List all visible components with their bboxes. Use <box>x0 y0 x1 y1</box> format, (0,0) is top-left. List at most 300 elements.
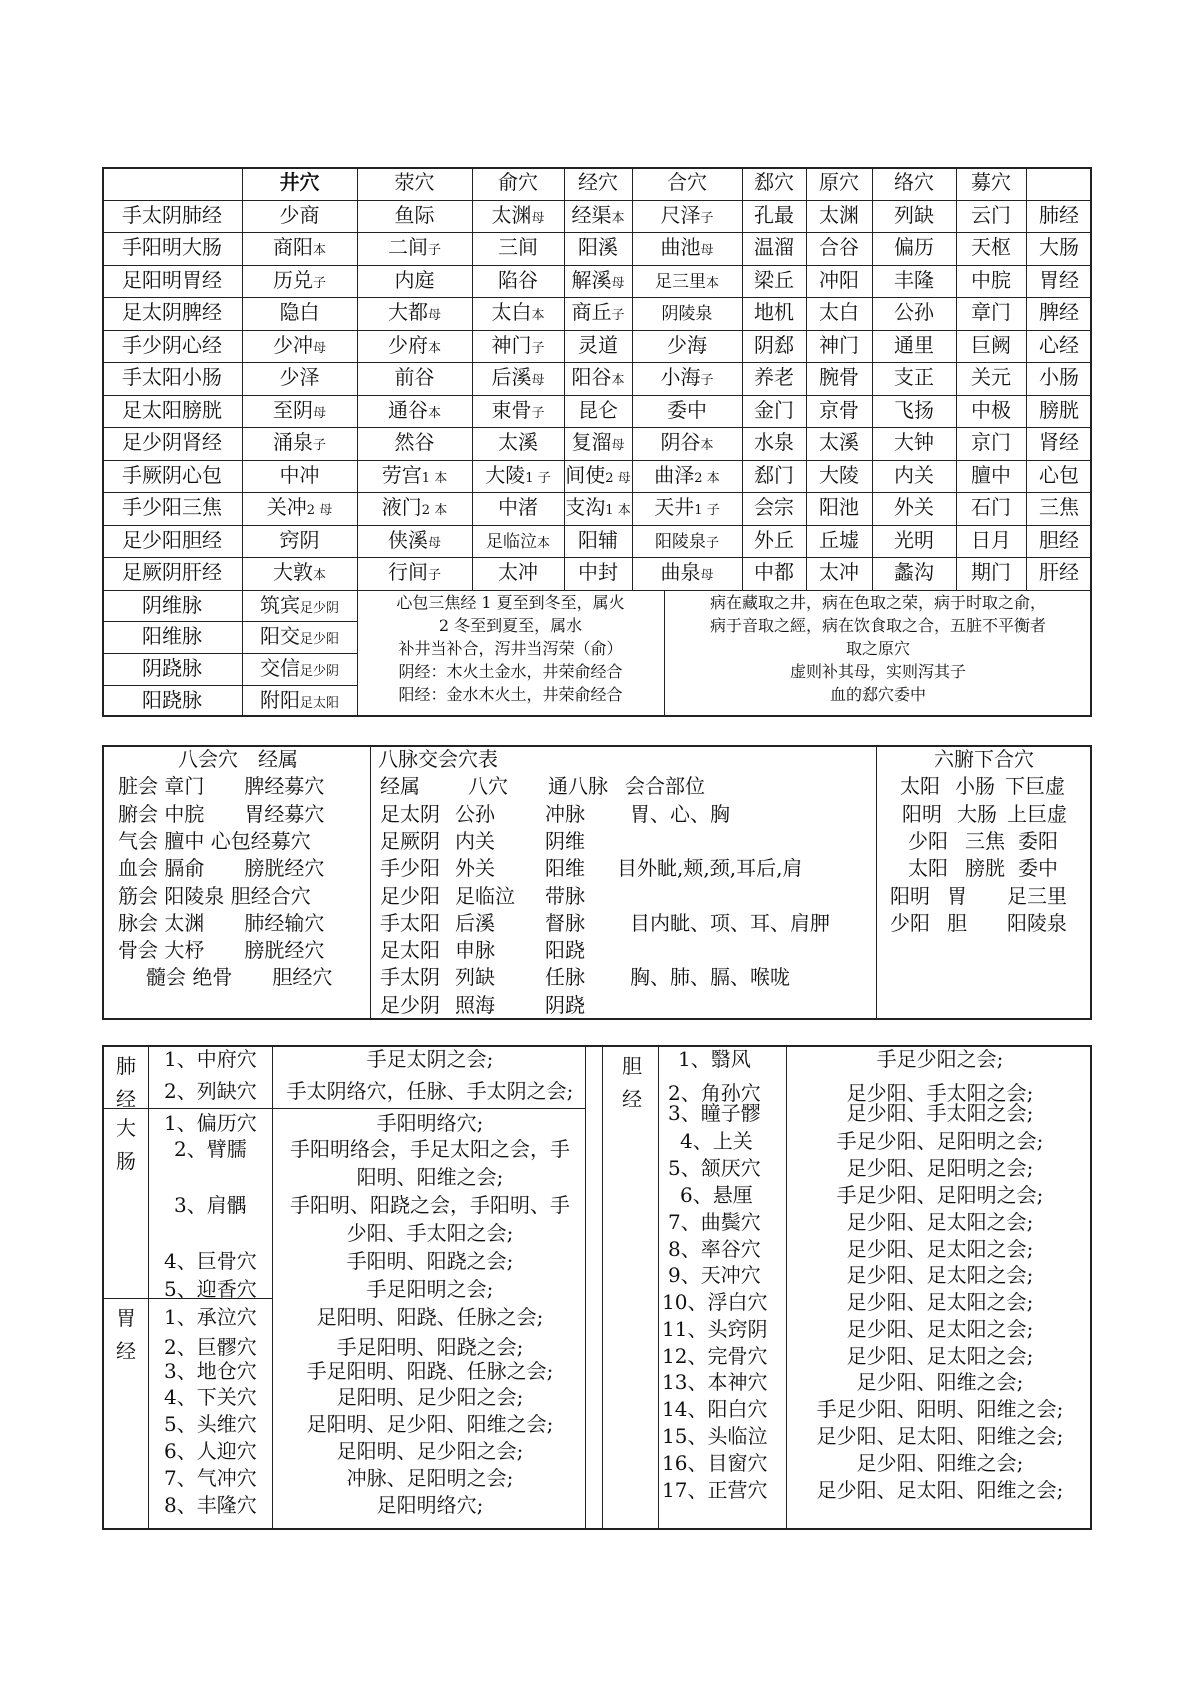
acupoint-name: 石门 <box>971 495 1011 519</box>
acupoint-name: 曲泽 <box>654 462 695 487</box>
five-element-mark: 母 <box>611 438 625 453</box>
acupoint-cell <box>357 362 472 393</box>
acupoint-cell <box>806 492 872 523</box>
acupoint-name: 17、正营穴 <box>662 1478 768 1502</box>
crossing-description: 足少阳、足太阳之会; <box>846 1290 1034 1314</box>
acupoint-cell <box>1026 362 1092 393</box>
acupoint-cell <box>242 200 357 231</box>
meridian-name <box>102 232 242 263</box>
acupoint-cell <box>806 362 872 393</box>
xiahe-cell: 阳明 <box>890 883 930 908</box>
acupoint-cell <box>806 330 872 361</box>
five-element-mark: 母 <box>611 275 625 291</box>
acupoint-name: 12、完骨穴 <box>662 1344 768 1368</box>
acupoint-name: 脾经 <box>1039 300 1079 324</box>
meridian-name <box>102 200 242 231</box>
acupoint-name: 附阳 <box>259 688 300 713</box>
five-element-mark: 2 母 <box>306 503 333 518</box>
meridian-name <box>102 330 242 361</box>
acupoint-name: 13、本神穴 <box>662 1370 768 1394</box>
vessel-name: 阴维脉 <box>142 592 202 617</box>
bamai-cell: 足太阴 <box>380 801 440 826</box>
column-header: 郄穴 <box>754 170 794 194</box>
acupoint-name: 日月 <box>971 527 1011 552</box>
bamai-cell: 公孙 <box>455 801 495 826</box>
acupoint-cell <box>742 265 806 296</box>
acupoint-name: 膀胱 <box>1039 397 1079 422</box>
acupoint-cell <box>632 557 742 591</box>
acupoint-name: 腕骨 <box>819 365 859 389</box>
meridian-name <box>102 427 242 458</box>
acupoint-name: 侠溪 <box>387 527 428 552</box>
acupoint-name: 列缺 <box>894 202 934 227</box>
acupoint-cell <box>872 492 956 523</box>
acupoint-name: 中封 <box>578 560 618 584</box>
acupoint-name: 巨阙 <box>971 332 1011 357</box>
acupoint-name: 手少阳三焦 <box>122 495 222 519</box>
crossing-description: 手阳明络穴; <box>376 1111 484 1135</box>
note-text: 病在藏取之井，病在色取之荣，病于时取之俞， <box>709 592 1046 612</box>
acupoint-cell <box>742 557 806 588</box>
acupoint-name: 膻中 <box>971 462 1011 487</box>
bahui-title: 八会穴 经属 <box>178 747 298 771</box>
acupoint-name: 5、迎香穴 <box>164 1277 257 1301</box>
acupoint-cell <box>632 427 742 461</box>
xiahe-cell: 三焦 <box>965 828 1005 853</box>
acupoint-cell <box>1026 492 1092 523</box>
acupoint-cell <box>472 395 564 429</box>
acupoint-cell <box>472 232 564 263</box>
acupoint-name: 复溜 <box>571 430 612 454</box>
acupoint-name: 三间 <box>498 235 538 259</box>
five-element-mark: 母 <box>427 308 441 323</box>
acupoint-name: 期门 <box>971 560 1011 584</box>
acupoint-name: 郄门 <box>754 462 794 487</box>
acupoint-name: 支沟 <box>565 495 606 519</box>
acupoint-name: 少海 <box>667 332 707 357</box>
acupoint-cell <box>564 200 632 234</box>
table-rule <box>370 745 371 1020</box>
acupoint-name: 筑宾 <box>259 592 300 617</box>
acupoint-name: 养老 <box>754 365 794 389</box>
acupoint-cell <box>806 525 872 556</box>
acupoint-cell <box>242 557 357 591</box>
acupoint-cell <box>806 265 872 296</box>
five-element-mark: 2 本 <box>421 503 448 518</box>
acupoint-cell <box>472 330 564 364</box>
bamai-cell: 足少阳 <box>380 883 440 908</box>
acupoint-name: 肾经 <box>1039 430 1079 454</box>
bamai-cell: 阴维 <box>545 828 585 853</box>
acupoint-cell <box>242 297 357 328</box>
xiahe-cell: 胃 <box>947 883 967 908</box>
bahui-row: 脉会 太渊 肺经输穴 <box>118 910 325 935</box>
acupoint-cell <box>806 200 872 231</box>
acupoint-name: 水泉 <box>754 430 794 454</box>
five-element-mark: 母 <box>312 340 326 356</box>
acupoint-cell <box>956 492 1026 523</box>
acupoint-cell <box>357 232 472 266</box>
crossing-description: 足少阳、手太阳之会; <box>846 1101 1034 1125</box>
acupoint-name: 然谷 <box>394 430 435 454</box>
five-element-mark: 本 <box>427 340 441 356</box>
acupoint-cell <box>564 460 632 494</box>
acupoint-cell <box>357 330 472 364</box>
meridian-group-label: 大 肠 <box>116 1116 136 1173</box>
acupoint-cell <box>564 557 632 588</box>
crossing-description: 足少阳、阳维之会; <box>856 1370 1024 1394</box>
acupoint-cell <box>632 265 742 299</box>
five-element-mark: 子 <box>312 438 326 453</box>
bahui-row: 血会 膈俞 膀胱经穴 <box>118 856 325 881</box>
acupoint-name: 足少阳胆经 <box>122 527 222 552</box>
xiahe-cell: 小肠 <box>955 774 995 799</box>
acupoint-cell <box>242 265 357 299</box>
acupoint-name: 肝经 <box>1039 560 1079 584</box>
acupoint-cell <box>357 557 472 591</box>
bamai-cell: 内关 <box>455 828 495 853</box>
acupoint-cell <box>472 297 564 331</box>
acupoint-name: 委中 <box>667 397 707 422</box>
acupoint-cell <box>872 362 956 393</box>
acupoint-name: 太冲 <box>498 560 538 584</box>
crossing-description: 足少阳、阳维之会; <box>856 1451 1024 1475</box>
acupoint-name: 阴陵泉 <box>661 304 713 324</box>
acupoint-cell <box>632 525 742 559</box>
acupoint-name: 8、率谷穴 <box>668 1237 761 1261</box>
crossing-description: 足阳明、足少阳之会; <box>336 1439 524 1463</box>
bamai-cell: 足少阴 <box>380 992 440 1017</box>
acupoint-cell <box>1026 232 1092 263</box>
acupoint-cell <box>742 492 806 523</box>
crossing-description: 足少阳、足太阳、阳维之会; <box>816 1478 1064 1502</box>
acupoint-cell <box>872 265 956 296</box>
bahui-row: 髓会 绝骨 胆经穴 <box>146 965 333 990</box>
crossing-description: 足阳明、阳跷、任脉之会; <box>316 1305 544 1329</box>
acupoint-name: 2、臂臑 <box>174 1137 247 1161</box>
bamai-cell: 任脉 <box>545 965 585 990</box>
crossing-description: 手足少阳之会; <box>876 1047 1004 1071</box>
bahui-row: 脏会 章门 脾经募穴 <box>118 774 325 799</box>
acupoint-name: 隐白 <box>279 300 320 324</box>
acupoint-cell <box>806 395 872 426</box>
vessel-point <box>242 685 357 720</box>
bamai-cell: 阳维 <box>545 856 585 881</box>
acupoint-name: 心经 <box>1039 332 1079 357</box>
acupoint-name: 商丘 <box>571 300 612 324</box>
crossing-description: 少阳、手太阳之会; <box>346 1221 514 1245</box>
xiahe-cell: 下巨虚 <box>1005 774 1065 799</box>
vessel-name: 阳跷脉 <box>142 688 202 713</box>
meridian-name <box>102 525 242 556</box>
acupoint-cell <box>742 395 806 426</box>
acupoint-name: 灵道 <box>578 332 618 357</box>
xiahe-cell: 阳明 <box>902 801 942 826</box>
note-text: 阴经：木火土金水，井荣俞经合 <box>398 661 623 681</box>
five-element-mark: 子 <box>531 405 545 421</box>
acupoint-cell <box>1026 297 1092 328</box>
acupoint-name: 太渊 <box>819 202 859 227</box>
acupoint-name: 内关 <box>894 462 934 487</box>
acupoint-name: 偏历 <box>894 235 934 259</box>
bamai-cell: 后溪 <box>455 910 495 935</box>
acupoint-cell <box>742 427 806 458</box>
acupoint-name: 心包 <box>1039 462 1079 487</box>
column-header: 募穴 <box>971 170 1011 194</box>
acupoint-cell <box>872 200 956 231</box>
five-element-mark: 本 <box>611 373 625 388</box>
acupoint-name: 公孙 <box>894 300 934 324</box>
five-element-mark: 母 <box>700 243 714 258</box>
acupoint-name: 前谷 <box>394 365 435 389</box>
bamai-cell: 带脉 <box>545 883 585 908</box>
acupoint-name: 丰隆 <box>894 267 934 292</box>
five-element-mark: 本 <box>427 405 441 421</box>
crossing-description: 足阳明、足少阳之会; <box>336 1385 524 1409</box>
crossing-description: 足少阳、足阳明之会; <box>846 1156 1034 1180</box>
five-element-mark: 子 <box>700 373 714 388</box>
acupoint-name: 3、地仓穴 <box>164 1359 257 1383</box>
xiahe-cell: 足三里 <box>1007 883 1067 908</box>
five-element-mark: 2 本 <box>694 470 720 486</box>
five-element-mark: 本 <box>611 210 625 226</box>
acupoint-cell <box>742 362 806 393</box>
bamai-cell: 冲脉 <box>545 801 585 826</box>
acupoint-name: 阳池 <box>819 495 859 519</box>
acupoint-name: 1、偏历穴 <box>164 1111 257 1135</box>
acupoint-cell <box>357 297 472 331</box>
acupoint-name: 15、头临泣 <box>662 1424 768 1448</box>
acupoint-cell <box>956 362 1026 393</box>
acupoint-name: 5、头维穴 <box>164 1412 257 1436</box>
acupoint-cell <box>564 427 632 461</box>
acupoint-name: 阴郄 <box>754 332 794 357</box>
five-element-mark: 子 <box>427 243 441 258</box>
bamai-cell: 手少阳 <box>380 856 440 881</box>
acupoint-name: 神门 <box>819 332 859 357</box>
crossing-description: 足少阳、足太阳之会; <box>846 1237 1034 1261</box>
five-element-mark: 1 本 <box>421 470 448 486</box>
acupoint-name: 阴谷 <box>660 430 701 454</box>
acupoint-name: 陷谷 <box>498 267 538 292</box>
acupoint-name: 金门 <box>754 397 794 422</box>
acupoint-cell <box>956 330 1026 361</box>
acupoint-name: 10、浮白穴 <box>662 1290 768 1314</box>
acupoint-name: 2、列缺穴 <box>164 1079 257 1103</box>
table-rule <box>602 1045 603 1530</box>
acupoint-name: 3、肩髃 <box>174 1193 247 1217</box>
acupoint-name: 手阳明大肠 <box>122 235 222 259</box>
meridian-group-label: 胃 经 <box>116 1306 136 1363</box>
five-element-mark: 本 <box>312 243 326 258</box>
acupoint-cell <box>564 362 632 396</box>
acupoint-name: 中渚 <box>498 495 538 519</box>
xiahe-cell: 少阳 <box>908 828 948 853</box>
bamai-cell: 足临泣 <box>455 883 515 908</box>
acupoint-cell <box>956 460 1026 491</box>
acupoint-cell <box>956 232 1026 263</box>
crossing-description: 足阳明络穴; <box>376 1493 484 1517</box>
acupoint-name: 足厥阴肝经 <box>122 560 222 584</box>
acupoint-cell <box>242 330 357 364</box>
five-element-mark: 本 <box>705 275 719 291</box>
acupoint-cell <box>472 557 564 588</box>
crossing-description: 手太阴络穴，任脉、手太阴之会; <box>286 1079 574 1103</box>
vessel-name: 阳维脉 <box>142 624 202 649</box>
acupoint-name: 14、阳白穴 <box>662 1397 768 1421</box>
acupoint-cell <box>632 297 742 330</box>
bamai-cell: 申脉 <box>455 938 495 963</box>
acupoint-name: 经渠 <box>571 202 612 227</box>
acupoint-name: 章门 <box>971 300 1011 324</box>
acupoint-name: 足少阴肾经 <box>122 430 222 454</box>
acupoint-name: 大陵 <box>819 462 859 487</box>
acupoint-name: 天井 <box>654 495 695 519</box>
acupoint-name: 16、目窗穴 <box>662 1451 768 1475</box>
acupoint-name: 手厥阴心包 <box>122 462 222 487</box>
acupoint-cell <box>357 427 472 458</box>
table-rule <box>876 745 877 1020</box>
five-element-mark: 母 <box>700 568 714 583</box>
bamai-cell: 胸、肺、膈、喉咙 <box>630 965 790 990</box>
bamai-cell: 阳跷 <box>545 938 585 963</box>
acupoint-name: 历兑 <box>272 267 313 292</box>
acupoint-cell <box>1026 460 1092 491</box>
acupoint-name: 少府 <box>387 332 428 357</box>
acupoint-name: 肺经 <box>1039 202 1079 227</box>
note-text: 心包三焦经 1 夏至到冬至，属火 <box>396 592 625 612</box>
five-element-mark: 子 <box>705 535 719 551</box>
acupoint-name: 4、上关 <box>680 1129 753 1153</box>
acupoint-name: 6、悬厘 <box>680 1183 753 1207</box>
acupoint-name: 大钟 <box>894 430 934 454</box>
acupoint-name: 冲阳 <box>819 267 859 292</box>
acupoint-name: 中都 <box>754 560 794 584</box>
acupoint-cell <box>242 362 357 393</box>
crossing-description: 足少阳、足太阳之会; <box>846 1344 1034 1368</box>
bamai-cell: 胃、心、胸 <box>630 801 730 826</box>
acupoint-name: 间使 <box>565 462 606 487</box>
five-element-mark: 子 <box>427 568 441 583</box>
acupoint-name: 会宗 <box>754 495 794 519</box>
acupoint-name: 关元 <box>971 365 1011 389</box>
acupoint-cell <box>564 232 632 263</box>
table-rule <box>272 1108 585 1109</box>
acupoint-name: 大都 <box>387 300 428 324</box>
acupoint-name: 后溪 <box>491 365 532 389</box>
acupoint-name: 支正 <box>894 365 934 389</box>
five-element-mark: 本 <box>536 535 550 551</box>
note-text: 阳经：金水木火土，井荣俞经合 <box>398 684 623 704</box>
five-element-mark: 母 <box>531 373 545 388</box>
five-element-mark: 子 <box>611 308 625 323</box>
acupoint-name: 交信 <box>259 656 300 681</box>
acupoint-name: 地机 <box>754 300 794 324</box>
acupoint-name: 梁丘 <box>754 267 794 292</box>
acupoint-cell <box>872 427 956 458</box>
meridian-mark: 足少阴 <box>299 600 339 616</box>
bamai-cell: 手太阴 <box>380 965 440 990</box>
acupoint-cell <box>357 460 472 494</box>
acupoint-cell <box>742 330 806 361</box>
meridian-name <box>102 557 242 588</box>
xiahe-cell: 委中 <box>1018 856 1058 881</box>
acupoint-name: 足太阳膀胱 <box>122 397 222 422</box>
acupoint-cell <box>632 492 742 526</box>
xiahe-title: 六腑下合穴 <box>934 747 1034 771</box>
acupoint-name: 阳交 <box>259 624 300 649</box>
meridian-name <box>102 362 242 393</box>
acupoint-cell <box>872 395 956 426</box>
xiahe-cell: 胆 <box>947 910 967 935</box>
acupoint-cell <box>1026 395 1092 426</box>
acupoint-cell <box>564 525 632 556</box>
acupoint-name: 太白 <box>819 300 859 324</box>
crossing-description: 手阳明、阳跷之会，手阳明、手 <box>290 1193 570 1217</box>
acupoint-cell <box>242 492 357 526</box>
acupoint-name: 外关 <box>894 495 934 519</box>
acupoint-cell <box>632 232 742 266</box>
crossing-description: 手足少阳、阳明、阳维之会; <box>816 1397 1064 1421</box>
acupoint-cell <box>564 395 632 426</box>
acupoint-cell <box>956 297 1026 328</box>
acupoint-name: 胆经 <box>1039 527 1079 552</box>
acupoint-cell <box>806 297 872 328</box>
acupoint-cell <box>472 200 564 234</box>
meridian-mark: 足太阳 <box>299 696 339 712</box>
bahui-row: 骨会 大杼 膀胱经穴 <box>118 938 325 963</box>
column-header: 荥穴 <box>394 170 435 194</box>
acupoint-cell <box>472 492 564 523</box>
acupoint-name: 足临泣 <box>485 531 537 552</box>
five-element-mark: 1 子 <box>694 503 720 518</box>
acupoint-name: 商阳 <box>272 235 313 259</box>
five-element-mark: 子 <box>531 340 545 356</box>
meridian-group-label: 胆 经 <box>622 1054 642 1111</box>
acupoint-name: 小肠 <box>1039 365 1079 389</box>
vessel-point <box>242 621 357 656</box>
acupoint-name: 通谷 <box>387 397 428 422</box>
five-element-mark: 母 <box>312 405 326 421</box>
acupoint-name: 足太阴脾经 <box>122 300 222 324</box>
bamai-cell: 督脉 <box>545 910 585 935</box>
acupoint-cell <box>872 330 956 361</box>
acupoint-name: 蠡沟 <box>894 560 934 584</box>
vessel-point <box>242 590 357 625</box>
acupoint-cell <box>806 460 872 491</box>
acupoint-name: 太渊 <box>491 202 532 227</box>
crossing-description: 手足少阳、足阳明之会; <box>836 1183 1044 1207</box>
meridian-name <box>102 492 242 523</box>
acupoint-name: 手太阴肺经 <box>122 202 222 227</box>
acupoint-cell <box>1026 525 1092 556</box>
acupoint-cell <box>742 200 806 231</box>
acupoint-cell <box>872 297 956 328</box>
acupoint-name: 7、曲鬓穴 <box>668 1210 761 1234</box>
acupoint-cell <box>632 200 742 234</box>
column-header: 经穴 <box>578 170 618 194</box>
meridian-name <box>102 297 242 328</box>
bamai-cell: 照海 <box>455 992 495 1017</box>
bamai-cell: 目内眦、项、耳、肩胛 <box>630 910 830 935</box>
acupoint-name: 6、人迎穴 <box>164 1439 257 1463</box>
acupoint-name: 温溜 <box>754 235 794 259</box>
acupoint-cell <box>357 265 472 296</box>
crossing-description: 手阳明络会，手足太阳之会，手 <box>290 1137 570 1161</box>
acupoint-cell <box>742 232 806 263</box>
crossing-description: 手足阳明、阳跷之会; <box>336 1335 524 1359</box>
acupoint-name: 内庭 <box>394 267 435 292</box>
